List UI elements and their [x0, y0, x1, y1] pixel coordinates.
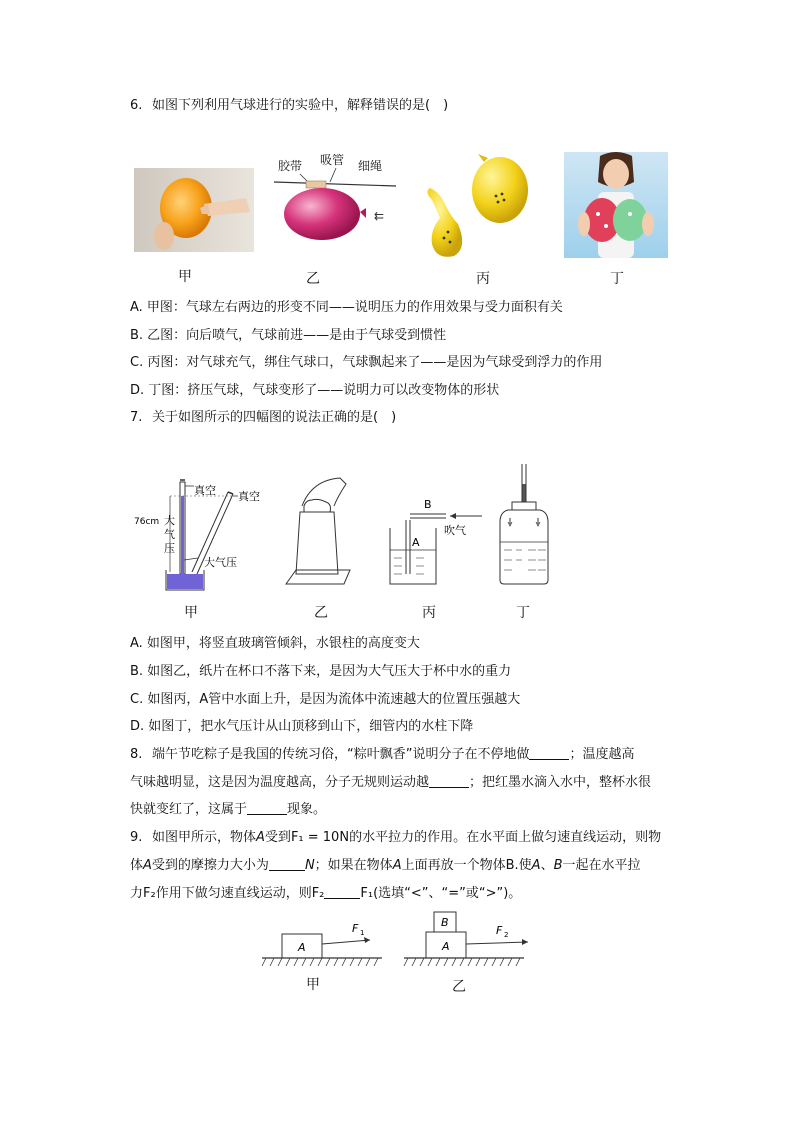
q7-label-atm-v1: 大 [164, 514, 175, 527]
q9-text-2b: 受到的摩擦力大小为 [151, 858, 269, 873]
q9-caption-yi: 乙 [452, 979, 466, 995]
q6-figure-yi-diagram [270, 152, 400, 252]
q8-blank-2[interactable] [429, 773, 469, 788]
q7-label-vacuum1: 真空 [194, 484, 216, 497]
q8-number: 8. [130, 747, 143, 762]
q9-number: 9. [130, 830, 143, 845]
q9-fig-label-F1-sub: 1 [360, 929, 365, 937]
q6-figure-bing-diagram [418, 152, 548, 264]
q7-label-vacuum2: 真空 [238, 490, 260, 503]
q9-fig-label-F2-sub: 2 [504, 931, 509, 939]
q7-figure-yi-cup [282, 476, 362, 586]
q7-caption-yi: 乙 [314, 605, 328, 621]
q9-figure-yi [400, 908, 530, 972]
q7-label-A: A [412, 536, 420, 549]
q8-text-3a: 快就变红了，这属于 [130, 802, 248, 817]
q6-number: 6. [130, 98, 143, 113]
q9-fig-label-A-yi: A [442, 940, 450, 953]
q7-label-B: B [424, 498, 432, 511]
svg-text:⇇: ⇇ [374, 209, 385, 223]
q8-line2 [130, 773, 651, 793]
q6-caption-bing: 丙 [476, 271, 490, 287]
q9-fig-label-F1: F [352, 922, 359, 935]
q7-stem [130, 408, 396, 428]
q8-text-2a: 气味越明显，这是因为温度越高，分子无规则运动越 [130, 775, 430, 790]
q8-text-3b: 现象。 [287, 802, 327, 817]
q9-line1 [130, 828, 661, 848]
q9-blank-2[interactable] [324, 884, 360, 899]
q6-stem [130, 96, 448, 116]
q9-var-A3: A [392, 858, 402, 873]
q7-label-atm: 大气压 [204, 556, 237, 569]
q9-force: F₁ = 10N [290, 830, 350, 845]
q7-number: 7. [130, 410, 143, 425]
q9-fig-label-A-jia: A [298, 941, 306, 954]
q9-var-A4: A [531, 858, 541, 873]
q7-label-atm-v3: 压 [164, 542, 175, 555]
q7-option-d: D. 如图丁，把水气压计从山顶移到山下，细管内的水柱下降 [130, 719, 474, 734]
q7-figure-ding-bottle [496, 462, 552, 586]
q9-blank-1[interactable] [269, 856, 305, 871]
q7-label-atm-v2: 气 [164, 528, 175, 541]
q9-text-2d: ；如果在物体 [314, 858, 393, 873]
q9-text-2f: 、 [540, 858, 554, 873]
q6-caption-yi: 乙 [306, 271, 320, 287]
q6-label-tape: 胶带 [278, 159, 303, 173]
q8-text-1b: ；温度越高 [569, 747, 635, 762]
q7-figure-jia-torricelli [134, 476, 274, 594]
q8-line1 [130, 745, 635, 765]
q8-blank-1[interactable] [529, 745, 569, 760]
q9-text-1a: 如图甲所示，物体 [152, 830, 257, 845]
q7-caption-ding: 丁 [516, 605, 530, 621]
q8-blank-3[interactable] [247, 800, 287, 815]
q7-option-b: B. 如图乙，纸片在杯口不落下来，是因为大气压大于杯中水的重力 [130, 664, 512, 679]
q8-line3 [130, 800, 326, 820]
q9-unit-N: N [304, 858, 315, 873]
q7-option-a: A. 如图甲，将竖直玻璃管倾斜，水银柱的高度变大 [130, 636, 420, 651]
q6-caption-jia: 甲 [178, 269, 192, 285]
q9-line3 [130, 884, 521, 904]
q8-text-1a: 端午节吃粽子是我国的传统习俗，“粽叶飘香”说明分子在不停地做 [152, 747, 530, 762]
q7-figure-bing-blow [386, 494, 486, 586]
q6-option-d: D. 丁图：挤压气球，气球变形了——说明力可以改变物体的形状 [130, 383, 500, 398]
q8-text-2b: ；把红墨水滴入水中，整杯水很 [469, 775, 652, 790]
q9-text-2a: 体 [130, 858, 144, 873]
q9-var-A2: A [143, 858, 152, 873]
q6-option-c: C. 丙图：对气球充气，绑住气球口，气球飘起来了——是因为气球受到浮力的作用 [130, 355, 603, 370]
q7-option-c: C. 如图丙，A管中水面上升，是因为流体中流速越大的位置压强越大 [130, 692, 521, 707]
q9-var-B: B [553, 858, 563, 873]
q9-figure-jia [260, 918, 386, 970]
q9-text-3a: 力F₂作用下做匀速直线运动，则F₂ [130, 886, 325, 901]
q7-label-h76: 76cm [134, 517, 160, 527]
q6-stem-text: 如图下列利用气球进行的实验中，解释错误的是( ) [152, 98, 449, 113]
q7-stem-text: 关于如图所示的四幅图的说法正确的是( ) [152, 410, 397, 425]
q7-label-blow: 吹气 [444, 524, 466, 537]
q9-text-2e: 上面再放一个物体B.使 [401, 858, 532, 873]
q9-text-1b: 受到 [264, 830, 291, 845]
q6-option-b: B. 乙图：向后喷气，气球前进——是由于气球受到惯性 [130, 328, 447, 343]
q6-label-string: 细绳 [358, 159, 383, 173]
q9-text-2g: 一起在水平拉 [562, 858, 641, 873]
q7-caption-jia: 甲 [184, 605, 198, 621]
q9-line2 [130, 856, 641, 876]
q6-label-straw: 吸管 [320, 153, 345, 167]
q9-fig-label-B: B [441, 916, 449, 929]
q9-caption-jia: 甲 [306, 977, 320, 993]
q6-caption-ding: 丁 [610, 271, 624, 287]
q9-text-1c: 的水平拉力的作用。在水平面上做匀速直线运动，则物 [349, 830, 662, 845]
q6-figure-ding-photo [564, 152, 668, 258]
q6-option-a: A. 甲图：气球左右两边的形变不同——说明压力的作用效果与受力面积有关 [130, 300, 563, 315]
q9-var-A1: A [256, 830, 265, 845]
q7-caption-bing: 丙 [422, 605, 436, 621]
q9-text-3b: F₁(选填“<”、“=”或“>”)。 [360, 886, 522, 901]
q6-figure-jia-photo [134, 168, 254, 252]
q9-fig-label-F2: F [496, 924, 503, 937]
